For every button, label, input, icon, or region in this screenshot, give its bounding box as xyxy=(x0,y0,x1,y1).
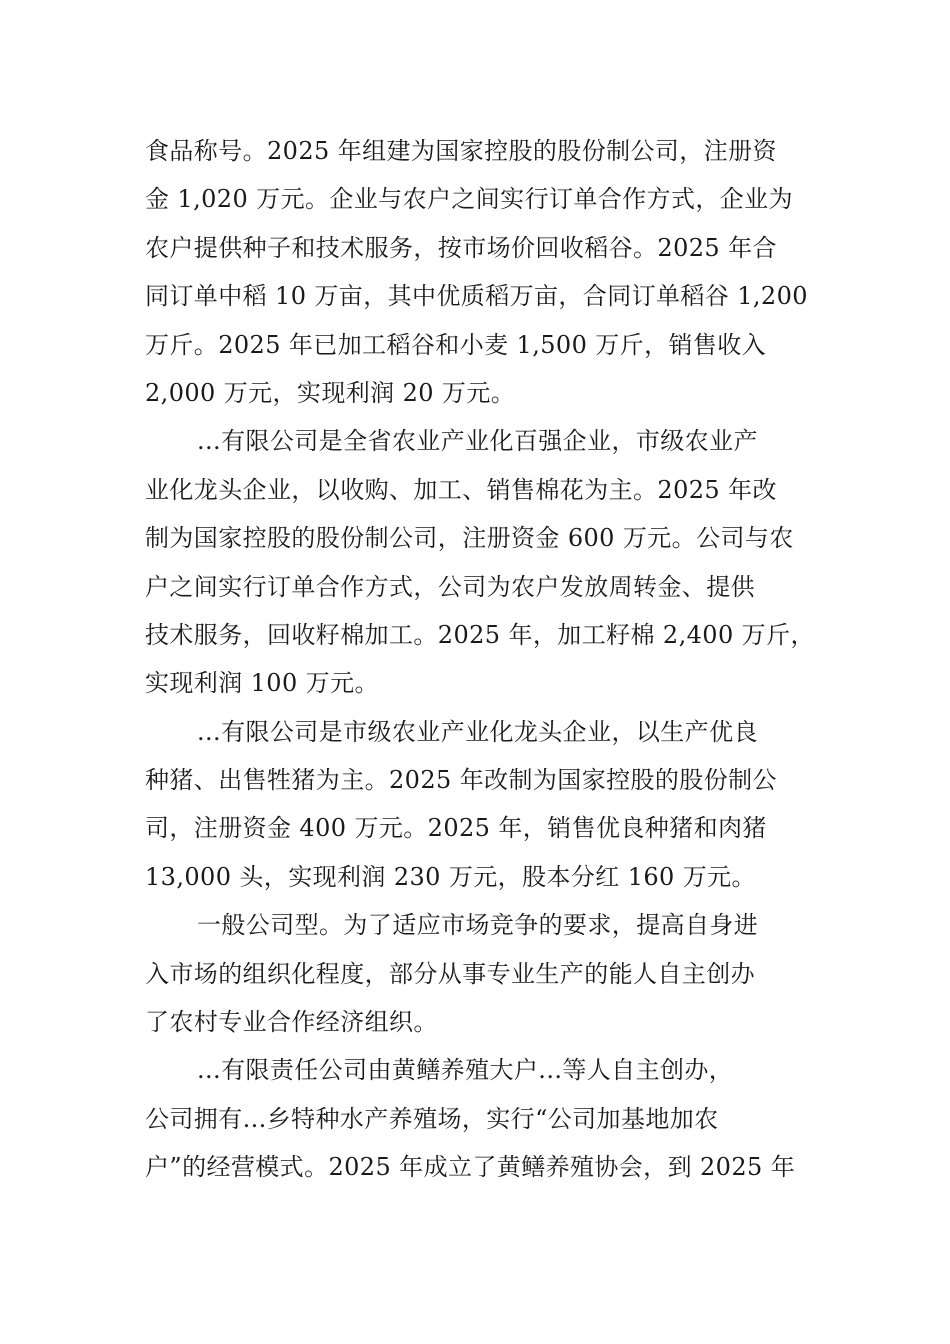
text-line: 技术服务，回收籽棉加工。2025 年，加工籽棉 2,400 万斤， xyxy=(145,620,815,649)
text-line: 业化龙头企业，以收购、加工、销售棉花为主。2025 年改 xyxy=(145,475,777,504)
text-line: 农户提供种子和技术服务，按市场价回收稻谷。2025 年合 xyxy=(145,233,777,262)
text-line: 食品称号。2025 年组建为国家控股的股份制公司，注册资 xyxy=(145,137,777,165)
text-line: 了农村专业合作经济组织。 xyxy=(145,1008,438,1037)
document-body xyxy=(145,127,815,1192)
text-line: 制为国家控股的股份制公司，注册资金 600 万元。公司与农 xyxy=(145,524,794,553)
text-line: 2,000 万元，实现利润 20 万元。 xyxy=(145,378,516,407)
text-line: 户”的经营模式。2025 年成立了黄鳝养殖协会，到 2025 年 xyxy=(145,1153,796,1182)
text-line: 同订单中稻 10 万亩，其中优质稻万亩，合同订单稻谷 1,200 xyxy=(145,282,808,311)
text-line: 司，注册资金 400 万元。2025 年，销售优良种猪和肉猪 xyxy=(145,814,767,843)
text-line: ...有限公司是全省农业产业化百强企业，市级农业产 xyxy=(197,427,758,456)
text-line: 实现利润 100 万元。 xyxy=(145,669,379,698)
paragraph-5 xyxy=(145,1046,815,1191)
text-line: 金 1,020 万元。企业与农户之间实行订单合作方式，企业为 xyxy=(145,185,793,214)
text-line: ...有限责任公司由黄鳝养殖大户...等人自主创办， xyxy=(197,1056,734,1085)
paragraph-3 xyxy=(145,708,815,902)
paragraph-4 xyxy=(145,901,815,1046)
text-line: 入市场的组织化程度，部分从事专业生产的能人自主创办 xyxy=(145,959,755,988)
text-line: 公司拥有...乡特种水产养殖场，实行“公司加基地加农 xyxy=(145,1104,719,1133)
text-line: 户之间实行订单合作方式，公司为农户发放周转金、提供 xyxy=(145,572,755,601)
text-line: ...有限公司是市级农业产业化龙头企业，以生产优良 xyxy=(197,717,758,746)
text-line: 种猪、出售牲猪为主。2025 年改制为国家控股的股份制公 xyxy=(145,766,777,795)
text-line: 万斤。2025 年已加工稻谷和小麦 1,500 万斤，销售收入 xyxy=(145,330,767,359)
paragraph-2 xyxy=(145,417,815,707)
text-line: 13,000 头，实现利润 230 万元，股本分红 160 万元。 xyxy=(145,862,756,891)
text-line: 一般公司型。为了适应市场竞争的要求，提高自身进 xyxy=(197,911,759,940)
paragraph-1 xyxy=(145,127,815,417)
